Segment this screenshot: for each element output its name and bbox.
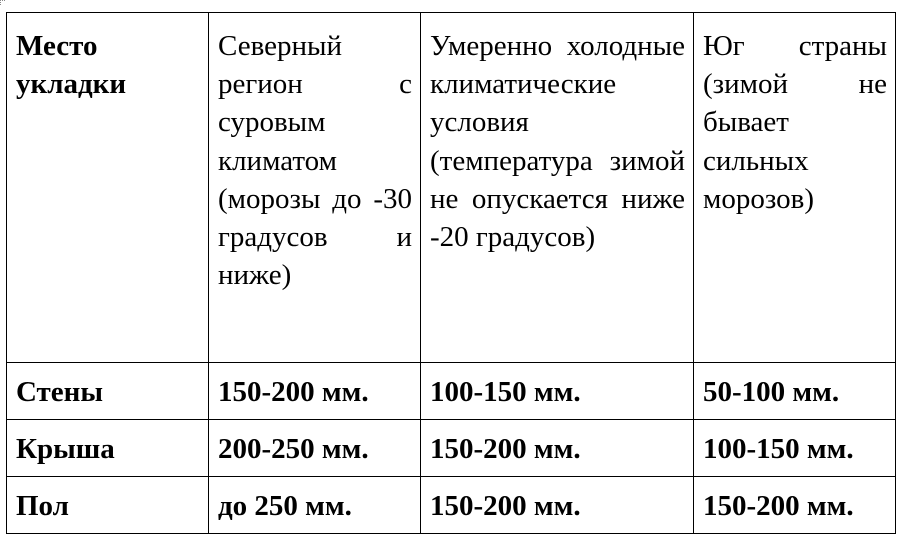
cell-south: 50-100 мм. bbox=[694, 363, 896, 420]
header-row bbox=[7, 13, 896, 363]
cell-north: 200-250 мм. bbox=[209, 420, 421, 477]
cell-place: Стены bbox=[7, 363, 209, 420]
cell-north: 150-200 мм. bbox=[209, 363, 421, 420]
table-row bbox=[7, 420, 896, 477]
header-temperate-climate: Умеренно холодные климатические условия (температура зимой не опускается ниже -20 градусов) bbox=[421, 13, 694, 363]
insulation-thickness-table bbox=[6, 12, 896, 534]
cell-place: Пол bbox=[7, 477, 209, 534]
header-south: Юг страны (зимой не бывает сильных морозов) bbox=[694, 13, 896, 363]
corner-mark bbox=[0, 0, 5, 5]
cell-south: 100-150 мм. bbox=[694, 420, 896, 477]
cell-place: Крыша bbox=[7, 420, 209, 477]
cell-temperate: 100-150 мм. bbox=[421, 363, 694, 420]
header-north-region: Северный регион с суровым климатом (морозы до -30 градусов и ниже) bbox=[209, 13, 421, 363]
cell-north: до 250 мм. bbox=[209, 477, 421, 534]
table-row bbox=[7, 477, 896, 534]
cell-temperate: 150-200 мм. bbox=[421, 477, 694, 534]
cell-south: 150-200 мм. bbox=[694, 477, 896, 534]
cell-temperate: 150-200 мм. bbox=[421, 420, 694, 477]
table-row bbox=[7, 363, 896, 420]
header-place: Место укладки bbox=[7, 13, 209, 363]
